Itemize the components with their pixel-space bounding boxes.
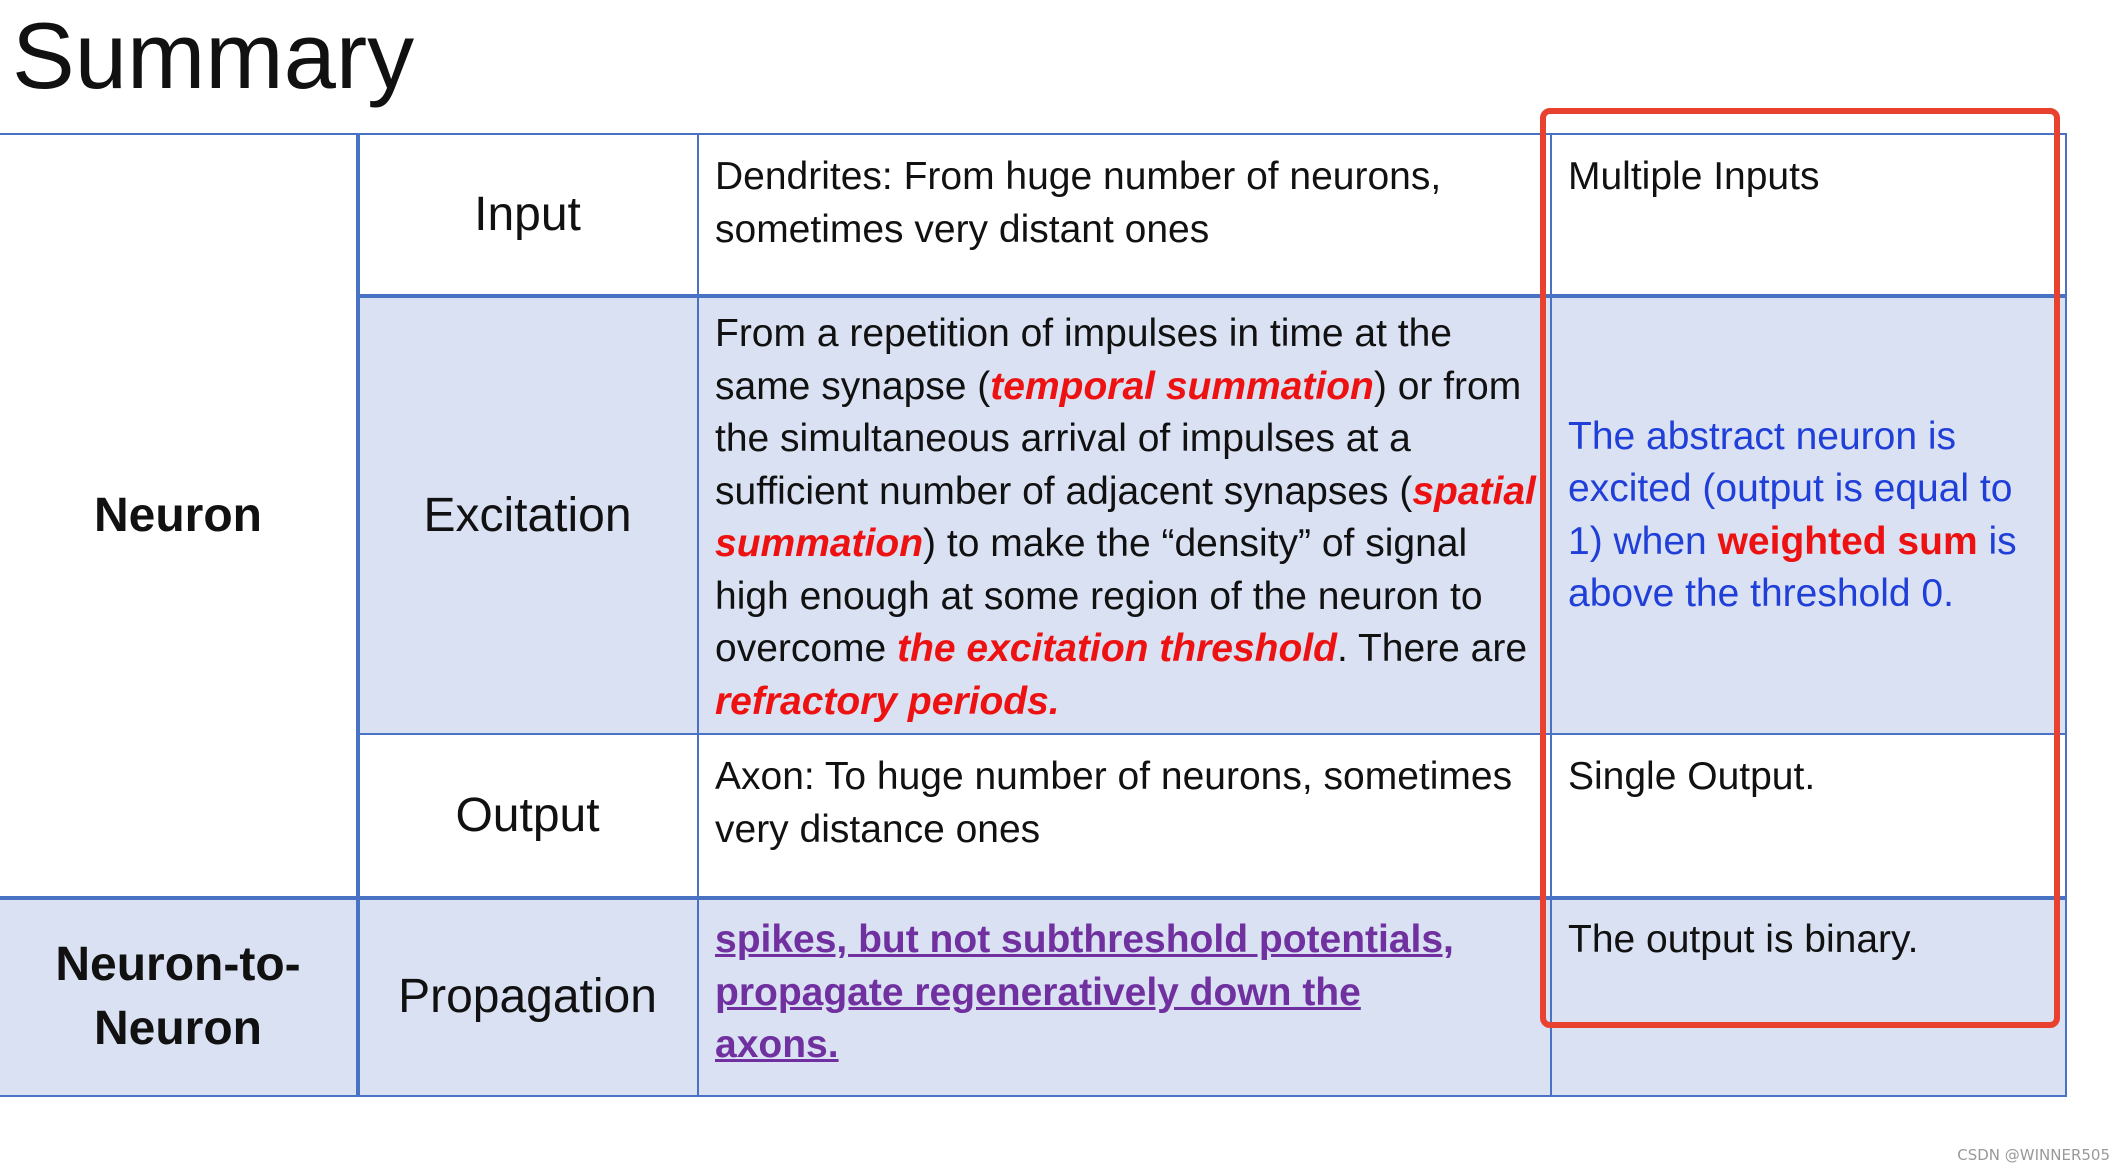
desc-input <box>699 135 1550 294</box>
desc-input-text: Dendrites: From huge number of neurons, sometimes very distant ones <box>715 155 1442 251</box>
abstract-output-text: Single Output. <box>1568 755 1816 798</box>
term-excitation-threshold: the excitation threshold <box>897 627 1337 670</box>
abstract-input-text: Multiple Inputs <box>1568 155 1820 198</box>
term-spatial-summation: spatial summation <box>715 469 1536 565</box>
abstract-propagation-text: The output is binary. <box>1568 918 1919 961</box>
desc-excitation <box>699 298 1550 733</box>
desc-excitation-part: ) or from the simultaneous arrival of impulses at a sufficient number of adjacent synapses ( <box>715 364 1522 513</box>
abstract-excitation-part: is above the threshold 0. <box>1568 519 2017 615</box>
desc-propagation-text: spikes, but not subthreshold potentials, propagate regeneratively down the axons. <box>715 918 1454 1066</box>
desc-propagation <box>699 898 1550 1095</box>
term-weighted-sum: weighted sum <box>1717 519 1978 563</box>
row-label-excitation: Excitation <box>423 488 632 542</box>
row-label-propagation: Propagation <box>398 969 657 1023</box>
table-bottom-border <box>0 1095 2067 1097</box>
watermark: CSDN @WINNER505 <box>1957 1146 2110 1164</box>
row-label-input: Input <box>474 187 581 241</box>
term-temporal-summation: temporal summation <box>990 364 1374 408</box>
term-refractory-periods: refractory periods. <box>715 679 1060 723</box>
desc-output-text: Axon: To huge number of neurons, sometimes very distance ones <box>715 755 1513 851</box>
slide-title: Summary <box>12 3 415 108</box>
row-label-output: Output <box>455 788 600 842</box>
desc-excitation-part: From a repetition of impulses in time at the same synapse ( <box>715 312 1452 408</box>
table-right-border <box>2065 133 2067 1097</box>
group-label-neuron: Neuron <box>94 488 262 542</box>
desc-excitation-part: ) to make the “density” of signal high enough at some region of the neuron to overcome <box>715 522 1483 670</box>
desc-output <box>699 735 1550 896</box>
desc-excitation-part: . There are <box>1336 627 1528 670</box>
abstract-excitation-part: The abstract neuron is excited (output is equal to 1) when <box>1568 414 2013 563</box>
highlight-box <box>1540 108 2060 1028</box>
group-label-neuron-to-neuron: Neuron-to-Neuron <box>55 937 301 1055</box>
